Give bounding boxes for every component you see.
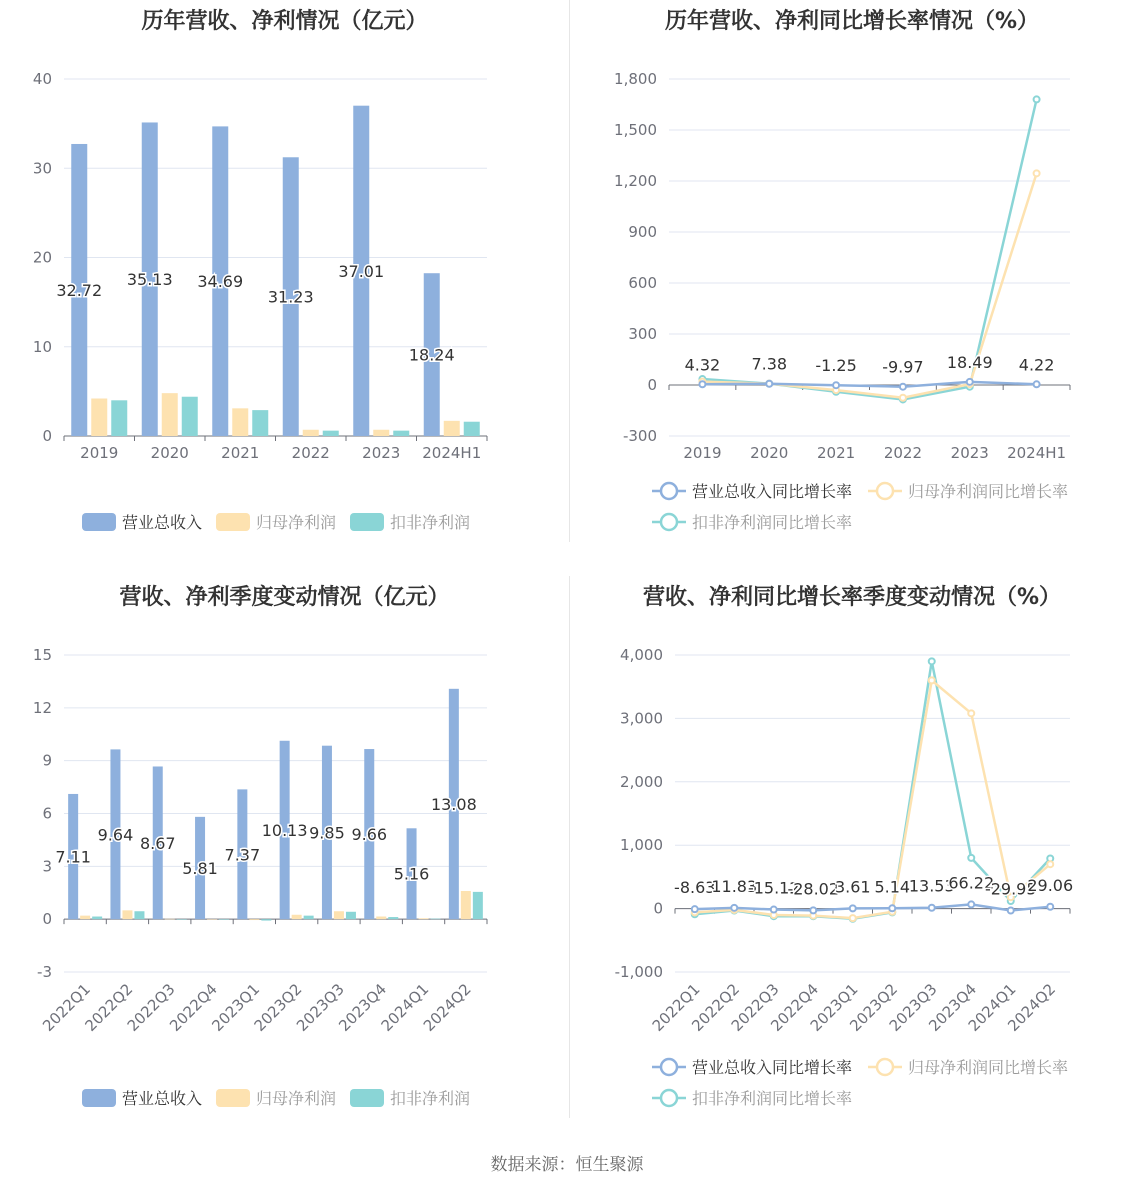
data-label: 7.11 bbox=[55, 847, 91, 867]
y-tick-label: 1,500 bbox=[614, 121, 657, 139]
data-point bbox=[900, 384, 906, 390]
x-tick-label: 2022Q4 bbox=[767, 980, 823, 1035]
legend-marker bbox=[661, 1059, 677, 1075]
legend-label: 营业总收入 bbox=[122, 513, 203, 532]
y-tick-label: -300 bbox=[622, 427, 657, 445]
x-tick-label: 2024Q1 bbox=[377, 980, 433, 1035]
data-label: -1.25 bbox=[815, 356, 857, 376]
x-tick-label: 2021 bbox=[221, 444, 260, 462]
y-tick-label: 300 bbox=[628, 325, 657, 343]
legend-swatch bbox=[350, 513, 384, 531]
bar bbox=[162, 393, 178, 436]
legend-label: 扣非净利润同比增长率 bbox=[692, 513, 853, 532]
x-tick-label: 2023Q2 bbox=[846, 980, 902, 1035]
bar bbox=[346, 912, 356, 919]
bar bbox=[249, 919, 259, 920]
chart-title: 历年营收、净利情况（亿元） bbox=[141, 9, 428, 34]
y-tick-label: 15 bbox=[32, 646, 52, 664]
bar bbox=[461, 891, 471, 919]
data-label: 31.23 bbox=[267, 287, 314, 307]
bar bbox=[473, 892, 483, 919]
data-label: 7.37 bbox=[224, 845, 261, 865]
x-tick-label: 2024Q1 bbox=[964, 980, 1020, 1035]
legend-marker bbox=[877, 483, 893, 499]
bar bbox=[323, 431, 339, 436]
data-label: 4.22 bbox=[1018, 355, 1055, 375]
data-source: 数据来源：恒生聚源 bbox=[490, 1155, 644, 1175]
data-point bbox=[929, 658, 935, 664]
legend-marker bbox=[877, 1059, 893, 1075]
bar bbox=[431, 919, 441, 920]
data-label: 5.81 bbox=[182, 859, 218, 879]
y-tick-label: 1,200 bbox=[614, 172, 657, 190]
bar bbox=[388, 917, 398, 919]
x-tick-label: 2023Q3 bbox=[885, 980, 941, 1035]
data-point bbox=[929, 905, 935, 911]
data-label: 9.64 bbox=[97, 825, 134, 845]
y-tick-label: 10 bbox=[32, 337, 52, 356]
data-label: 34.69 bbox=[197, 272, 244, 292]
bar bbox=[292, 915, 302, 919]
quarterly-growth-chart bbox=[570, 576, 1134, 1136]
bar bbox=[165, 919, 175, 920]
data-label: 18.24 bbox=[408, 345, 455, 365]
data-point bbox=[771, 907, 777, 913]
data-point bbox=[1034, 170, 1040, 176]
data-point bbox=[766, 381, 772, 387]
data-label: 13.08 bbox=[430, 794, 477, 814]
legend-label: 营业总收入同比增长率 bbox=[692, 482, 853, 501]
bar bbox=[111, 400, 127, 436]
y-tick-label: 900 bbox=[628, 223, 657, 241]
annual-amount-chart bbox=[0, 0, 569, 560]
x-tick-label: 2022Q3 bbox=[727, 980, 783, 1035]
legend-swatch bbox=[216, 1089, 250, 1107]
x-tick-label: 2022 bbox=[291, 444, 330, 462]
legend-label: 归母净利润同比增长率 bbox=[908, 1058, 1069, 1077]
y-tick-label: 1,000 bbox=[620, 836, 663, 855]
x-tick-label: 2020 bbox=[750, 444, 789, 462]
x-tick-label: 2023Q4 bbox=[925, 980, 981, 1035]
data-label: 7.38 bbox=[751, 354, 788, 374]
y-tick-label: -3 bbox=[37, 963, 52, 981]
data-label: 11.83 bbox=[711, 876, 758, 896]
bar bbox=[304, 916, 314, 920]
x-tick-label: 2024Q2 bbox=[1004, 980, 1060, 1035]
bar bbox=[444, 421, 460, 436]
x-tick-label: 2023Q1 bbox=[208, 980, 264, 1035]
legend-marker bbox=[661, 1090, 677, 1106]
x-tick-label: 2023 bbox=[950, 444, 989, 462]
x-tick-label: 2024H1 bbox=[1007, 444, 1067, 462]
data-label: 4.32 bbox=[684, 355, 721, 375]
legend-swatch bbox=[82, 1089, 116, 1107]
bar bbox=[177, 919, 187, 920]
bar bbox=[373, 430, 389, 436]
bar bbox=[303, 430, 319, 436]
chart-panel-annual-amount bbox=[0, 0, 569, 560]
legend-label: 扣非净利润同比增长率 bbox=[692, 1089, 853, 1108]
legend-swatch bbox=[350, 1089, 384, 1107]
y-tick-label: 2,000 bbox=[620, 772, 663, 791]
chart-title: 营收、净利同比增长率季度变动情况（%） bbox=[642, 585, 1062, 610]
legend-label: 营业总收入同比增长率 bbox=[692, 1058, 853, 1077]
annual-growth-chart bbox=[570, 0, 1134, 560]
y-tick-label: 0 bbox=[42, 427, 52, 445]
data-label: -15.12 bbox=[747, 878, 800, 898]
legend-label: 归母净利润 bbox=[256, 1089, 337, 1108]
data-label: 37.01 bbox=[338, 261, 385, 281]
data-label: 10.13 bbox=[261, 820, 308, 840]
legend-label: 营业总收入 bbox=[122, 1089, 203, 1108]
bar bbox=[232, 408, 248, 436]
x-tick-label: 2023Q2 bbox=[250, 980, 306, 1035]
data-label: 3.61 bbox=[834, 877, 871, 897]
data-label: 9.85 bbox=[309, 823, 345, 843]
bar bbox=[261, 919, 271, 920]
y-tick-label: -1,000 bbox=[614, 963, 663, 981]
data-point bbox=[850, 905, 856, 911]
data-label: 9.66 bbox=[351, 825, 388, 845]
chart-title: 营收、净利季度变动情况（亿元） bbox=[119, 585, 450, 610]
y-tick-label: 0 bbox=[42, 910, 52, 929]
x-tick-label: 2022Q1 bbox=[39, 980, 94, 1035]
y-tick-label: 0 bbox=[647, 376, 657, 394]
y-tick-label: 6 bbox=[42, 804, 52, 823]
x-tick-label: 2019 bbox=[683, 444, 722, 462]
legend-swatch bbox=[216, 513, 250, 531]
data-label: 5.16 bbox=[393, 864, 430, 884]
bar bbox=[134, 911, 144, 919]
data-point bbox=[810, 907, 816, 913]
data-point bbox=[1008, 907, 1014, 913]
legend-swatch bbox=[82, 513, 116, 531]
bar bbox=[91, 399, 107, 436]
x-tick-label: 2022Q4 bbox=[166, 980, 221, 1035]
data-point bbox=[833, 382, 839, 388]
data-point bbox=[1047, 904, 1053, 910]
y-tick-label: 30 bbox=[32, 159, 52, 178]
data-point bbox=[968, 855, 974, 861]
data-label: -8.63 bbox=[674, 878, 716, 898]
x-tick-label: 2022Q2 bbox=[81, 980, 137, 1035]
bar bbox=[207, 919, 217, 920]
divider bbox=[569, 576, 570, 1118]
bar bbox=[80, 916, 90, 920]
data-label: -9.97 bbox=[882, 357, 924, 377]
data-point bbox=[1047, 861, 1053, 867]
legend-label: 归母净利润同比增长率 bbox=[908, 482, 1069, 501]
bar bbox=[464, 422, 480, 436]
legend-marker bbox=[661, 514, 677, 530]
data-point bbox=[850, 915, 856, 921]
x-tick-label: 2023Q4 bbox=[335, 980, 391, 1035]
y-tick-label: 20 bbox=[32, 248, 52, 267]
bar bbox=[393, 431, 409, 436]
data-point bbox=[731, 905, 737, 911]
y-tick-label: 1,800 bbox=[614, 70, 657, 88]
x-tick-label: 2021 bbox=[816, 444, 856, 462]
legend-label: 扣非净利润 bbox=[390, 1089, 471, 1108]
bar bbox=[334, 911, 344, 919]
bar bbox=[92, 917, 102, 920]
y-tick-label: 3 bbox=[42, 857, 52, 876]
chart-panel-quarterly-amount bbox=[0, 576, 569, 1136]
y-tick-label: 9 bbox=[42, 751, 52, 770]
data-point bbox=[1034, 381, 1040, 387]
quarterly-amount-chart bbox=[0, 576, 569, 1136]
legend-label: 扣非净利润 bbox=[390, 513, 471, 532]
x-tick-label: 2022 bbox=[883, 444, 923, 462]
data-label: 8.67 bbox=[139, 833, 176, 853]
x-tick-label: 2020 bbox=[150, 444, 189, 462]
y-tick-label: 0 bbox=[653, 899, 663, 918]
data-point bbox=[900, 395, 906, 401]
data-label: 29.06 bbox=[1027, 875, 1074, 895]
data-point bbox=[692, 906, 698, 912]
legend-label: 归母净利润 bbox=[256, 513, 337, 532]
chart-title: 历年营收、净利同比增长率情况（%） bbox=[664, 9, 1040, 34]
data-label: -28.02 bbox=[787, 879, 840, 899]
bar bbox=[219, 919, 229, 920]
bar bbox=[252, 410, 268, 436]
data-point bbox=[889, 905, 895, 911]
y-tick-label: 40 bbox=[32, 70, 52, 88]
data-point bbox=[929, 677, 935, 683]
y-tick-label: 4,000 bbox=[620, 646, 663, 664]
bar bbox=[122, 910, 132, 919]
x-tick-label: 2022Q2 bbox=[688, 980, 744, 1035]
x-tick-label: 2023Q3 bbox=[292, 980, 348, 1035]
chart-panel-annual-growth bbox=[570, 0, 1134, 560]
data-label: -29.95 bbox=[984, 879, 1037, 899]
data-point bbox=[967, 379, 973, 385]
divider bbox=[569, 0, 570, 542]
data-label: 32.72 bbox=[56, 280, 103, 300]
data-point bbox=[968, 710, 974, 716]
bar bbox=[376, 917, 386, 920]
x-tick-label: 2023 bbox=[362, 444, 401, 462]
data-label: 18.49 bbox=[946, 352, 993, 372]
y-tick-label: 600 bbox=[628, 274, 657, 292]
bar bbox=[419, 918, 429, 919]
chart-panel-quarterly-growth bbox=[570, 576, 1134, 1136]
x-tick-label: 2022Q1 bbox=[648, 980, 704, 1035]
x-tick-label: 2024H1 bbox=[422, 444, 482, 462]
legend-marker bbox=[661, 483, 677, 499]
data-label: 66.22 bbox=[948, 873, 995, 893]
data-point bbox=[1034, 96, 1040, 102]
bar bbox=[182, 397, 198, 436]
data-label: 5.14 bbox=[874, 877, 911, 897]
y-tick-label: 3,000 bbox=[620, 709, 663, 728]
x-tick-label: 2019 bbox=[80, 444, 119, 462]
data-label: 35.13 bbox=[126, 270, 173, 290]
y-tick-label: 12 bbox=[32, 698, 52, 717]
x-tick-label: 2022Q3 bbox=[123, 980, 179, 1035]
x-tick-label: 2024Q2 bbox=[419, 980, 475, 1035]
data-point bbox=[699, 381, 705, 387]
x-tick-label: 2023Q1 bbox=[806, 980, 862, 1035]
data-label: 13.53 bbox=[908, 876, 955, 896]
data-point bbox=[968, 901, 974, 907]
